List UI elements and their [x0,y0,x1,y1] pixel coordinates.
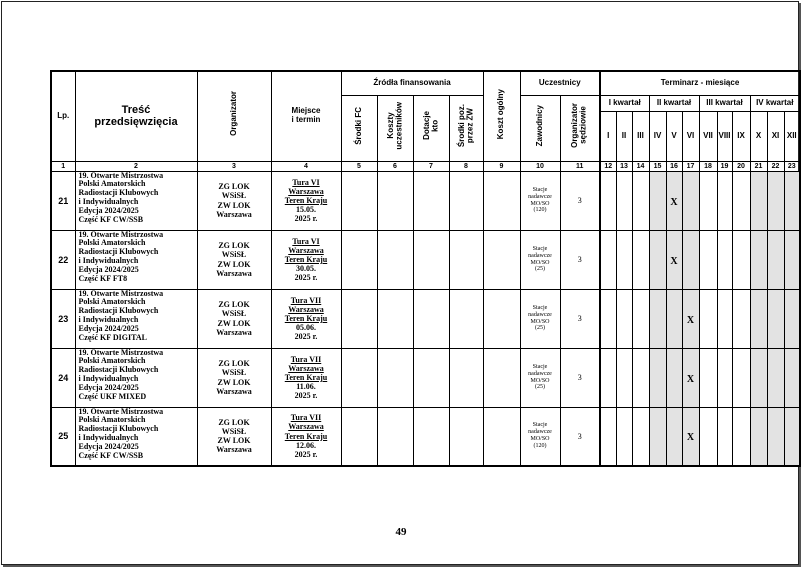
table-row [51,348,800,407]
table-row [51,289,800,348]
cell-organizer: ZG LOK WSiSŁ ZW LOK Warszawa [197,289,271,348]
cell-month-VII [699,230,717,289]
schedule-mark: X [670,196,678,208]
cell-month-III [632,348,649,407]
cell-month-VII [699,289,717,348]
vertical-header-label: Organizator sędziowie [570,103,588,148]
cell-description: 19. Otwarte Mistrzostwa Polski Amatorskich Radiostacji Klubowych i Indywidualnych Edycja 2024/2025 Część KF DIGITAL [75,289,197,348]
header-month-XII: XII [784,111,800,161]
cell-month-VI [682,407,699,466]
cell-month-VIII [717,171,732,230]
cell-funding [413,230,449,289]
cell-month-II [616,289,632,348]
cell-lp: 21 [51,171,75,230]
cell-funding [377,289,413,348]
column-number: 22 [767,161,784,171]
header-month-II: II [616,111,632,161]
cell-organizer: ZG LOK WSiSŁ ZW LOK Warszawa [197,348,271,407]
header-description: Treść przedsięwzięcia [75,71,197,161]
page-number: 49 [395,526,407,538]
header-funding-col-2 [377,95,413,161]
column-number: 2 [75,161,197,171]
cell-total-cost [483,407,520,466]
header-month-X: X [750,111,767,161]
cell-month-XII [784,171,800,230]
column-number: 7 [413,161,449,171]
cell-competitors: Stacje nadawcze MO/SO (120) [520,171,560,230]
header-month-IX: IX [732,111,750,161]
vertical-header-label: Zawodnicy [534,104,544,147]
header-quarter-1: I kwartał [600,95,649,111]
header-month-VIII: VIII [717,111,732,161]
cell-judges: 3 [560,230,600,289]
schedule-mark: X [686,373,695,385]
cell-description: 19. Otwarte Mistrzostwa Polski Amatorskich Radiostacji Klubowych i Indywidualnych Edycja 2024/2025 Część UKF MIXED [75,348,197,407]
cell-place: Tura VII Warszawa Teren Kraju 05.06. 2025 r. [271,289,341,348]
header-month-V: V [666,111,682,161]
table-row [51,407,800,466]
column-number: 16 [666,161,682,171]
vertical-header-label: Dotacje kto [421,111,439,140]
cell-month-X [750,348,767,407]
column-number: 23 [784,161,800,171]
vertical-header-label: Środki FC [353,106,363,145]
cell-month-XII [784,230,800,289]
cell-competitors: Stacje nadawcze MO/SO (25) [520,289,560,348]
cell-total-cost [483,289,520,348]
cell-month-II [616,407,632,466]
header-quarter-4: IV kwartał [750,95,800,111]
column-number: 20 [732,161,750,171]
schedule-mark: X [670,255,678,267]
schedule-mark: X [686,314,695,326]
cell-month-II [616,348,632,407]
header-month-III: III [632,111,649,161]
cell-month-VIII [717,289,732,348]
cell-funding [449,289,483,348]
cell-month-IX [732,407,750,466]
header-funding-col-1 [341,95,377,161]
cell-funding [341,289,377,348]
column-number: 12 [600,161,616,171]
cell-organizer: ZG LOK WSiSŁ ZW LOK Warszawa [197,230,271,289]
cell-funding [341,230,377,289]
cell-month-III [632,407,649,466]
table-row [51,171,800,230]
column-number: 6 [377,161,413,171]
cell-description: 19. Otwarte Mistrzostwa Polski Amatorskich Radiostacji Klubowych i Indywidualnych Edycja 2024/2025 Część KF CW/SSB [75,171,197,230]
cell-competitors: Stacje nadawcze MO/SO (25) [520,230,560,289]
cell-total-cost [483,230,520,289]
cell-place: Tura VII Warszawa Teren Kraju 11.06. 2025 r. [271,348,341,407]
cell-description: 19. Otwarte Mistrzostwa Polski Amatorskich Radiostacji Klubowych i Indywidualnych Edycja 2024/2025 Część KF FT8 [75,230,197,289]
cell-month-II [616,230,632,289]
cell-funding [449,407,483,466]
cell-funding [413,171,449,230]
cell-competitors: Stacje nadawcze MO/SO (25) [520,348,560,407]
cell-total-cost [483,348,520,407]
cell-place: Tura VI Warszawa Teren Kraju 30.05. 2025 r. [271,230,341,289]
column-number: 19 [717,161,732,171]
cell-funding [377,171,413,230]
header-organizer [197,71,271,161]
header-month-IV: IV [649,111,666,161]
cell-month-IV [649,171,666,230]
cell-month-IV [649,230,666,289]
cell-funding [377,230,413,289]
column-number: 5 [341,161,377,171]
table-row [51,230,800,289]
header-funding-col-4 [449,95,483,161]
vertical-header-label: Koszt ogólny [496,88,506,139]
column-number: 21 [750,161,767,171]
header-month-VI: VI [682,111,699,161]
cell-judges: 3 [560,171,600,230]
schedule-mark: X [686,432,695,444]
header-month-VII: VII [699,111,717,161]
cell-month-X [750,230,767,289]
column-number: 10 [520,161,560,171]
cell-competitors: Stacje nadawcze MO/SO (120) [520,407,560,466]
cell-month-X [750,171,767,230]
cell-month-IV [649,407,666,466]
cell-month-III [632,171,649,230]
vertical-header-label: Organizator [228,91,238,137]
cell-month-IX [732,171,750,230]
column-number: 14 [632,161,649,171]
cell-funding [449,171,483,230]
cell-funding [449,348,483,407]
cell-funding [413,289,449,348]
header-total-cost [483,71,520,161]
cell-month-XII [784,407,800,466]
cell-month-I [600,230,616,289]
cell-funding [341,171,377,230]
column-number: 8 [449,161,483,171]
cell-lp: 25 [51,407,75,466]
cell-month-VI [682,230,699,289]
vertical-header-label: Środki poz. przez ZW [456,103,474,148]
header-month-I: I [600,111,616,161]
header-participants: Uczestnicy [520,71,600,95]
header-quarter-2: II kwartał [649,95,699,111]
cell-month-XII [784,289,800,348]
cell-funding [377,407,413,466]
cell-lp: 23 [51,289,75,348]
cell-funding [341,348,377,407]
cell-month-IV [649,348,666,407]
cell-month-VI [682,289,699,348]
cell-judges: 3 [560,348,600,407]
column-number: 3 [197,161,271,171]
header-schedule: Terminarz - miesiące [600,71,800,95]
cell-funding [377,348,413,407]
cell-funding [449,230,483,289]
cell-month-VII [699,407,717,466]
column-number: 1 [51,161,75,171]
cell-month-X [750,289,767,348]
cell-month-V [666,348,682,407]
cell-funding [413,348,449,407]
cell-month-XI [767,230,784,289]
cell-month-V [666,289,682,348]
cell-judges: 3 [560,407,600,466]
column-number: 11 [560,161,600,171]
cell-month-XII [784,348,800,407]
column-number: 17 [682,161,699,171]
header-place: Miejsce i termin [271,71,341,161]
cell-description: 19. Otwarte Mistrzostwa Polski Amatorskich Radiostacji Klubowych i Indywidualnych Edycja 2024/2025 Część KF CW/SSB [75,407,197,466]
cell-month-I [600,407,616,466]
cell-month-VIII [717,407,732,466]
cell-funding [341,407,377,466]
cell-month-III [632,289,649,348]
cell-month-VII [699,348,717,407]
cell-place: Tura VII Warszawa Teren Kraju 12.06. 2025 r. [271,407,341,466]
cell-month-III [632,230,649,289]
cell-judges: 3 [560,289,600,348]
header-participants-col-1 [520,95,560,161]
cell-month-XI [767,289,784,348]
cell-month-IX [732,348,750,407]
cell-month-IX [732,230,750,289]
cell-funding [413,407,449,466]
cell-month-VI [682,171,699,230]
header-funding: Źródła finansowania [341,71,483,95]
column-number: 15 [649,161,666,171]
cell-month-VII [699,171,717,230]
cell-month-XI [767,407,784,466]
cell-month-II [616,171,632,230]
cell-lp: 22 [51,230,75,289]
cell-place: Tura VI Warszawa Teren Kraju 15.05. 2025 r. [271,171,341,230]
cell-month-V [666,407,682,466]
cell-month-X [750,407,767,466]
cell-month-VIII [717,348,732,407]
column-number: 9 [483,161,520,171]
column-number: 18 [699,161,717,171]
cell-month-V [666,230,682,289]
event-schedule-table [50,70,801,467]
column-number: 13 [616,161,632,171]
header-quarter-3: III kwartał [699,95,750,111]
cell-total-cost [483,171,520,230]
header-funding-col-3 [413,95,449,161]
cell-month-I [600,289,616,348]
cell-organizer: ZG LOK WSiSŁ ZW LOK Warszawa [197,171,271,230]
header-month-XI: XI [767,111,784,161]
vertical-header-label: Koszty uczestników [385,101,403,150]
cell-month-XI [767,171,784,230]
cell-month-I [600,348,616,407]
cell-month-XI [767,348,784,407]
cell-month-V [666,171,682,230]
header-lp: Lp. [51,71,75,161]
cell-month-VI [682,348,699,407]
cell-month-VIII [717,230,732,289]
cell-organizer: ZG LOK WSiSŁ ZW LOK Warszawa [197,407,271,466]
cell-month-I [600,171,616,230]
cell-month-IV [649,289,666,348]
cell-month-IX [732,289,750,348]
header-participants-col-2 [560,95,600,161]
cell-lp: 24 [51,348,75,407]
column-number: 4 [271,161,341,171]
